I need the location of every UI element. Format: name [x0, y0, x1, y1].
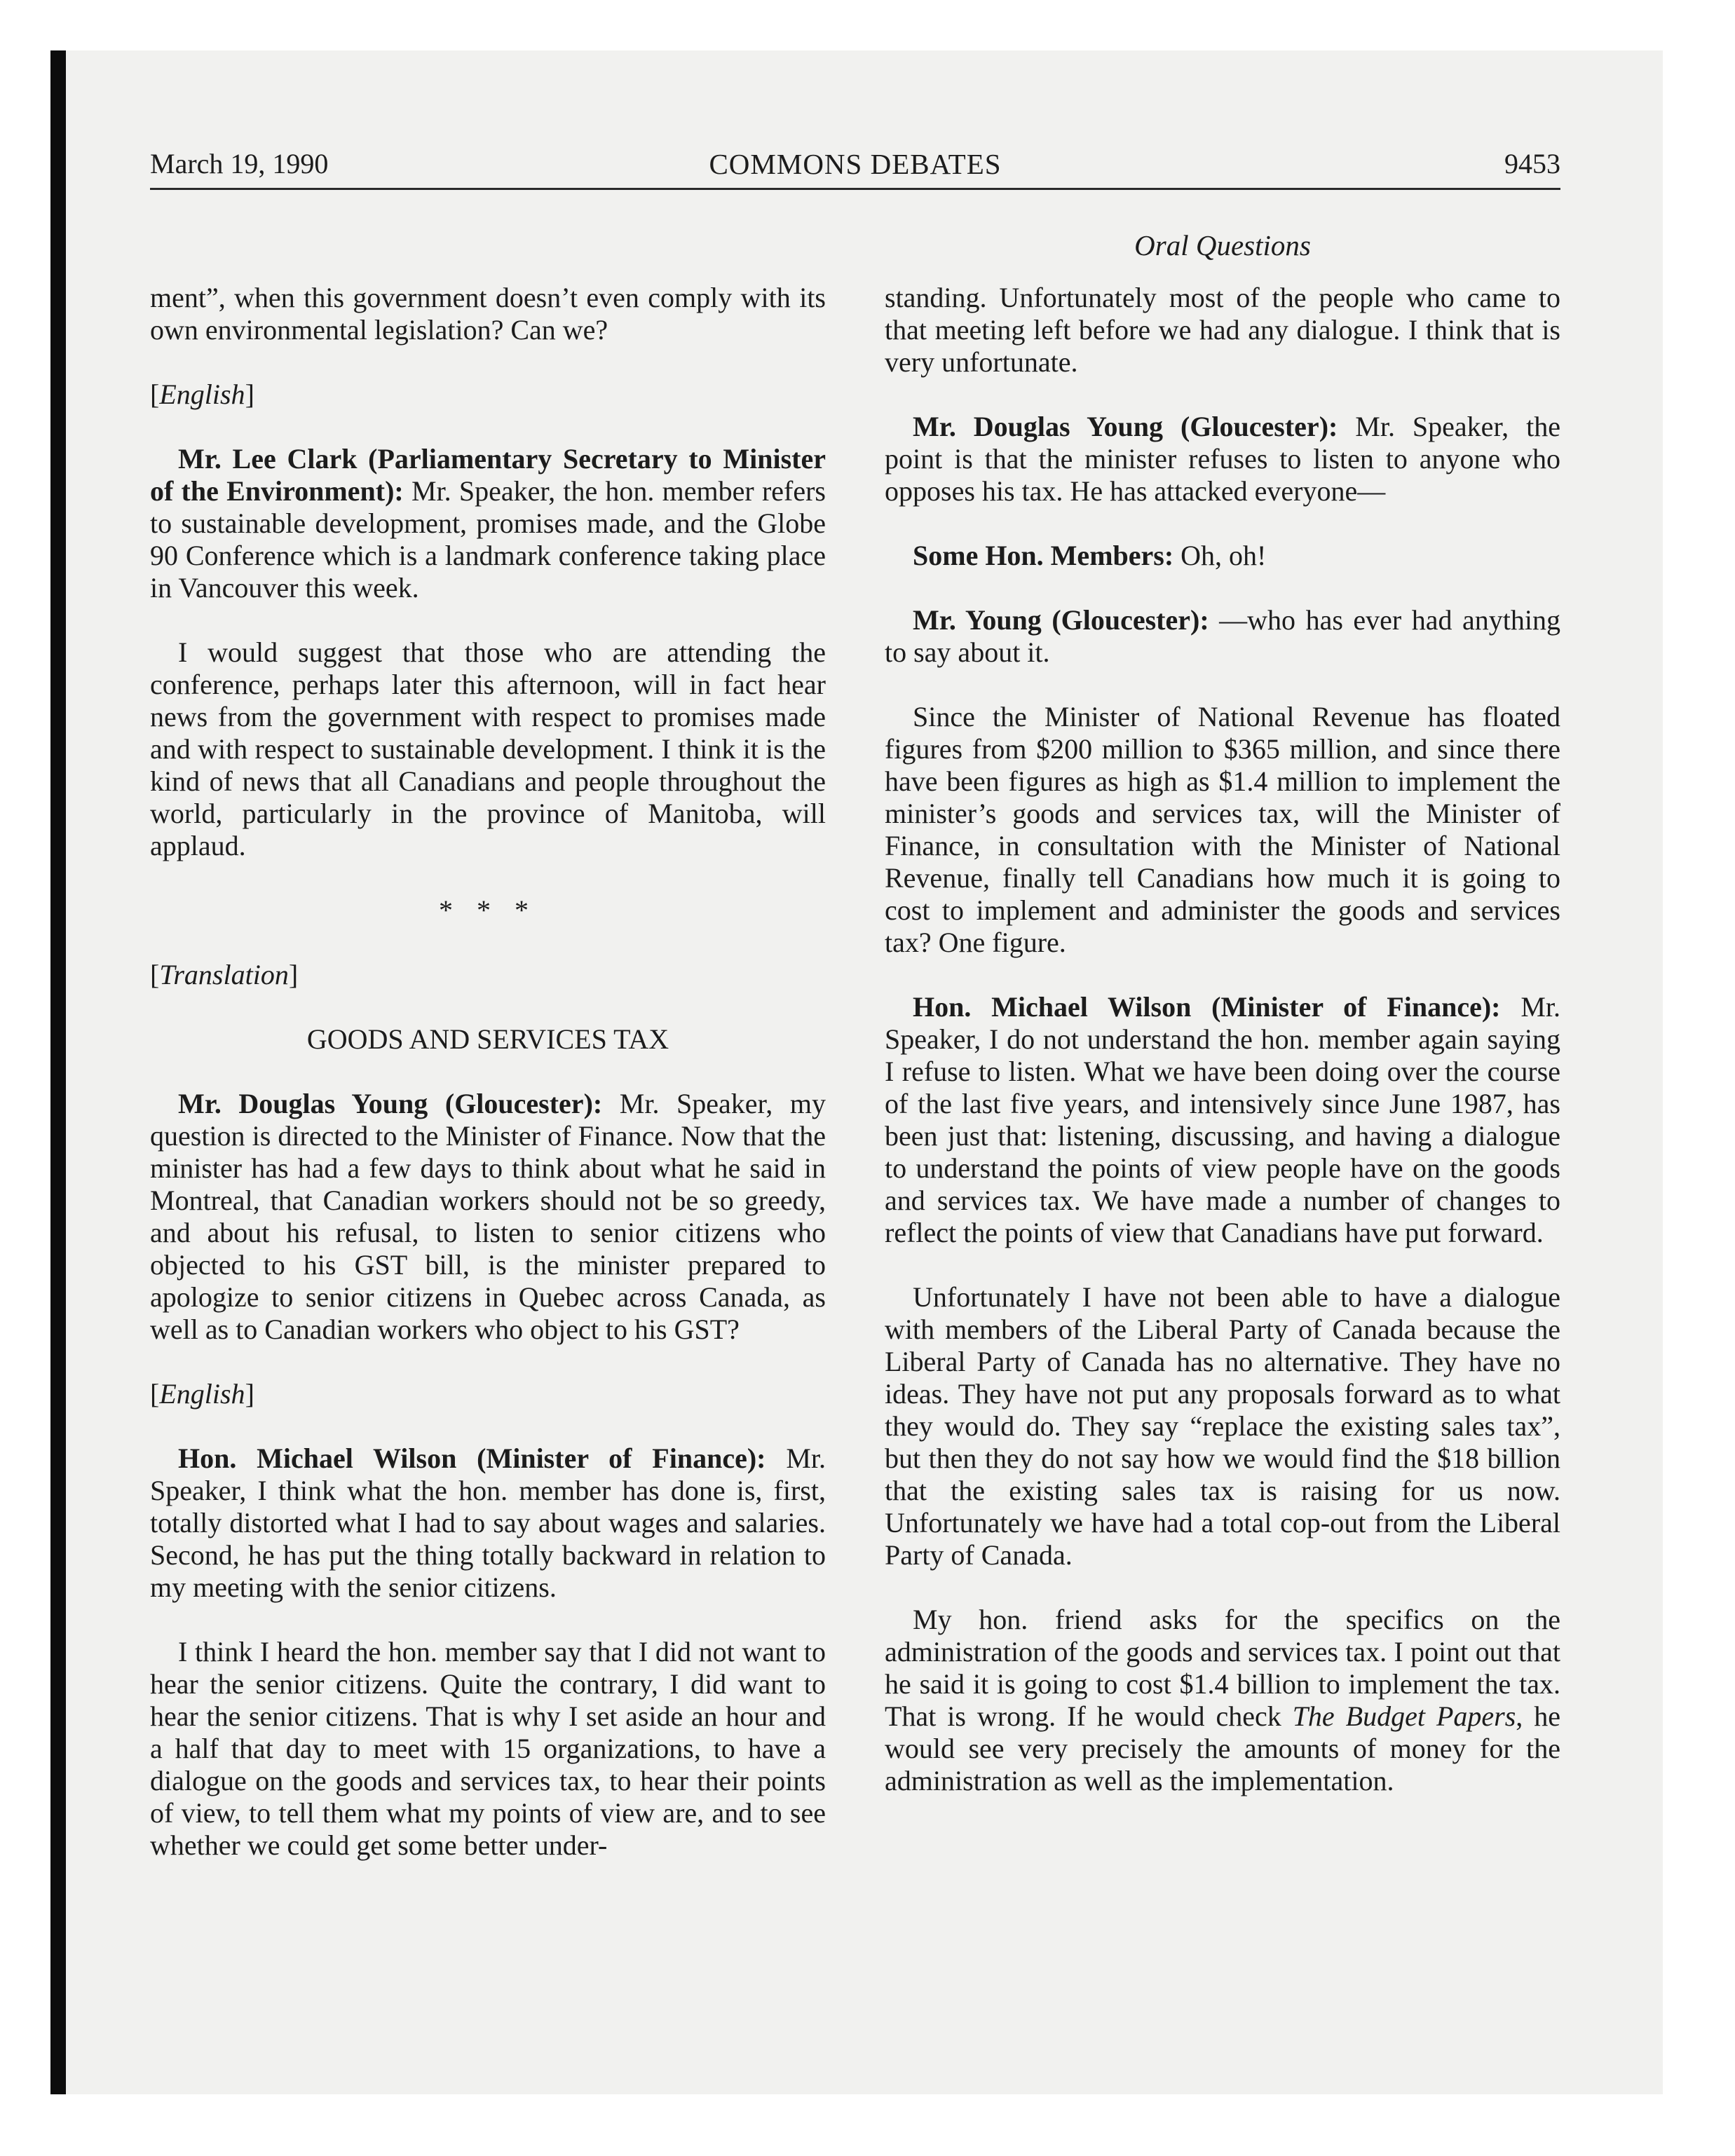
speaker-name: Some Hon. Members: [913, 540, 1174, 571]
speech-text: Mr. Speaker, the hon. member refers to sustainable development, promises made, and the Globe 90 Conference which is a landmark conference taking place in Vancouver this week. [150, 475, 826, 603]
speech-text: —who has ever had anything to say about it. [885, 604, 1560, 668]
section-separator: * * * [439, 894, 537, 926]
section-label: Oral Questions [1134, 229, 1311, 261]
paragraph: standing. Unfortunately most of the people who came to that meeting left before we had any dialogue. I think that is very unfortunate. [885, 282, 1560, 378]
book-title: The Budget Papers [1292, 1700, 1516, 1732]
header-date: March 19, 1990 [150, 148, 329, 179]
speech [885, 604, 1560, 669]
speech-text: Mr. Speaker, my question is directed to the Minister of Finance. Now that the minister has had a few days to think about what he said in Montreal, that Canadian workers should not be so greedy, and about his refusal, to listen to senior citizens who objected to his GST bill, is the minister prepared to apologize to senior citizens in Quebec across Canada, as well as to Canadian workers who object to his GST? [150, 1088, 826, 1345]
speech-text: Mr. Speaker, the point is that the minister refuses to listen to anyone who opposes his tax. He has attacked everyone— [885, 411, 1560, 507]
header-rule [150, 188, 1560, 190]
speech [885, 540, 1560, 572]
paragraph: I would suggest that those who are attending the conference, perhaps later this afternoon, will in fact hear news from the government with respect to promises made and with respect to sustainable development. I think it is the kind of news that all Canadians and people throughout the world, particularly in the province of Manitoba, will applaud. [150, 636, 826, 861]
speech-text: Mr. Speaker, I think what the hon. member has done is, first, totally distorted what I had to say about wages and salaries. Second, he has put the thing totally backward in relation to my meeting with the senior citizens. [150, 1442, 826, 1603]
speech-text: Oh, oh! [1173, 540, 1267, 571]
speech [885, 991, 1560, 1249]
paragraph: My hon. friend asks for the specifics on the administration of the goods and services tax. I point out that he said it is going to cost $1.4 billion to implement the tax. That is wrong. If he would check The Budget Papers, he would see very precisely the amounts of money for the administration as well as the implementation. [885, 1604, 1560, 1796]
speaker-name: Mr. Young (Gloucester): [913, 604, 1209, 636]
language-note: [English] [150, 1378, 254, 1410]
speech [885, 411, 1560, 507]
paragraph: ment”, when this government doesn’t even comply with its own environmental legislation? Can we? [150, 282, 826, 346]
speaker-name: Hon. Michael Wilson (Minister of Finance): [913, 991, 1501, 1023]
speaker-name: Mr. Douglas Young (Gloucester): [178, 1088, 603, 1119]
language-note: [English] [150, 378, 254, 410]
speaker-name: Mr. Douglas Young (Gloucester): [913, 411, 1338, 442]
speaker-name: Mr. Lee Clark (Parliamentary Secretary to Minister of the Environment): [150, 443, 826, 507]
topic-heading: GOODS AND SERVICES TAX [306, 1023, 669, 1055]
right-column [885, 282, 1560, 1829]
speech-text: Mr. Speaker, I do not understand the hon. member again saying I refuse to listen. What we have been doing over the course of the last five years, and intensively since June 1987, has been just that: listening, discussing, and having a dialogue to understand the points of view people have on the goods and services tax. We have made a number of changes to reflect the points of view that Canadians have put forward. [885, 991, 1560, 1248]
paragraph: Unfortunately I have not been able to have a dialogue with members of the Liberal Party of Canada because the Liberal Party of Canada has no alternative. They have no ideas. They have not put any proposals forward as to what they would do. They say “replace the existing sales tax”, but then they do not say how we would find the $18 billion that the existing sales tax is raising for us now. Unfortunately we have had a total cop-out from the Liberal Party of Canada. [885, 1281, 1560, 1571]
speaker-name: Hon. Michael Wilson (Minister of Finance): [178, 1442, 766, 1474]
header-title: COMMONS DEBATES [709, 148, 1002, 180]
speech [150, 1442, 826, 1604]
paragraph: I think I heard the hon. member say that I did not want to hear the senior citizens. Quite the contrary, I did want to hear the senior citizens. That is why I set aside an hour and a half that day to meet with 15 organizations, to have a dialogue on the goods and services tax, to hear their points of view, to tell them what my points of view are, and to see whether we could get some better under- [150, 1636, 826, 1861]
binding-edge [50, 50, 66, 2094]
left-column [150, 282, 826, 1894]
speech [150, 1088, 826, 1346]
page-header [150, 147, 1560, 186]
paragraph: Since the Minister of National Revenue has floated figures from $200 million to $365 million, and since there have been figures as high as $1.4 million to implement the minister’s goods and services tax, will the Minister of Finance, in consultation with the Minister of National Revenue, finally tell Canadians how much it is going to cost to implement and administer the goods and services tax? One figure. [885, 701, 1560, 958]
page-number: 9453 [1504, 148, 1560, 179]
speech [150, 443, 826, 604]
language-note: [Translation] [150, 959, 299, 990]
